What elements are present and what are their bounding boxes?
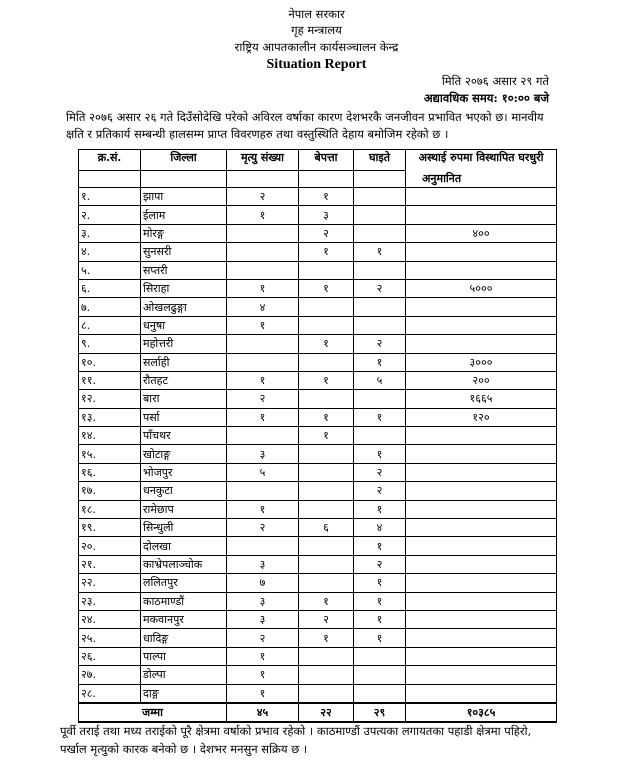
sn-cell: २२. — [79, 574, 141, 592]
injured-cell: १ — [354, 610, 406, 628]
table-row — [79, 279, 557, 297]
injured-cell: १ — [354, 537, 406, 555]
displaced-cell — [406, 427, 557, 445]
dead-cell: ३ — [227, 445, 299, 463]
total-missing: २२ — [299, 703, 354, 722]
table-row — [79, 261, 557, 279]
district-cell: काठमाण्डौं — [141, 592, 227, 610]
district-cell: रौतहट — [141, 371, 227, 389]
sn-cell: ६. — [79, 279, 141, 297]
dead-cell: २ — [227, 629, 299, 647]
total-dead: ४५ — [227, 703, 299, 722]
sn-cell: २३. — [79, 592, 141, 610]
injured-cell — [354, 647, 406, 665]
dead-cell — [227, 537, 299, 555]
injured-cell — [354, 206, 406, 224]
missing-cell: १ — [299, 243, 354, 261]
dead-cell: ५ — [227, 463, 299, 481]
district-cell: सिराहा — [141, 279, 227, 297]
table-row — [79, 482, 557, 500]
district-cell: डोल्पा — [141, 666, 227, 684]
dead-cell: १ — [227, 316, 299, 334]
injured-cell — [354, 261, 406, 279]
district-cell: सुनसरी — [141, 243, 227, 261]
missing-cell — [299, 463, 354, 481]
district-cell: पाँचथर — [141, 427, 227, 445]
displaced-cell — [406, 684, 557, 703]
district-cell: दाङ्ग — [141, 684, 227, 703]
district-cell: बारा — [141, 390, 227, 408]
district-cell: पाल्पा — [141, 647, 227, 665]
district-cell: धादिङ्ग — [141, 629, 227, 647]
injured-cell: १ — [354, 574, 406, 592]
dead-cell — [227, 224, 299, 242]
sn-cell: ४. — [79, 243, 141, 261]
district-cell: धनुषा — [141, 316, 227, 334]
dead-cell: १ — [227, 647, 299, 665]
dead-cell: २ — [227, 390, 299, 408]
displaced-cell: ३००० — [406, 353, 557, 371]
missing-cell: १ — [299, 279, 354, 297]
injured-cell: १ — [354, 243, 406, 261]
col-sn-header: क्र.सं. — [79, 150, 141, 171]
col-displaced-header: अस्थाई रुपमा विस्थापित घरधुरी — [406, 150, 557, 171]
displaced-cell: ५००० — [406, 279, 557, 297]
table-row — [79, 353, 557, 371]
injured-cell: १ — [354, 408, 406, 426]
table-row — [79, 316, 557, 334]
injured-cell: १ — [354, 629, 406, 647]
dead-cell — [227, 427, 299, 445]
sn-cell: २६. — [79, 647, 141, 665]
displaced-cell — [406, 500, 557, 518]
injured-cell: २ — [354, 463, 406, 481]
sn-cell: १. — [79, 188, 141, 206]
table-row — [79, 574, 557, 592]
sn-cell: १३. — [79, 408, 141, 426]
table-row — [79, 519, 557, 537]
injured-cell — [354, 224, 406, 242]
missing-cell: १ — [299, 629, 354, 647]
displaced-cell — [406, 629, 557, 647]
table-row — [79, 537, 557, 555]
sn-cell: १४. — [79, 427, 141, 445]
table-row — [79, 647, 557, 665]
injured-cell — [354, 298, 406, 316]
missing-cell — [299, 537, 354, 555]
injured-cell: २ — [354, 279, 406, 297]
district-cell: ईलाम — [141, 206, 227, 224]
injured-cell — [354, 684, 406, 703]
center-name: राष्ट्रिय आपतकालीन कार्यसञ्चालन केन्द्र — [234, 40, 399, 54]
table-row — [79, 408, 557, 426]
sn-cell: ७. — [79, 298, 141, 316]
table-header — [79, 150, 557, 171]
col-district-header: जिल्ला — [141, 150, 227, 171]
injured-cell: १ — [354, 500, 406, 518]
dead-cell: २ — [227, 188, 299, 206]
injured-cell — [354, 427, 406, 445]
district-cell: काभ्रेपलाञ्चोक — [141, 555, 227, 573]
injured-cell — [354, 188, 406, 206]
table-row — [79, 592, 557, 610]
displaced-cell — [406, 574, 557, 592]
displaced-cell — [406, 647, 557, 665]
sn-cell: १८. — [79, 500, 141, 518]
table-row — [79, 224, 557, 242]
dead-cell — [227, 482, 299, 500]
sn-cell: १२. — [79, 390, 141, 408]
report-date: मिति २०७६ असार २९ गते — [441, 74, 549, 88]
total-row — [79, 703, 557, 722]
injured-cell — [354, 390, 406, 408]
table-row — [79, 371, 557, 389]
missing-cell — [299, 261, 354, 279]
dead-cell: १ — [227, 666, 299, 684]
district-cell: दोलखा — [141, 537, 227, 555]
dead-cell — [227, 353, 299, 371]
missing-cell — [299, 500, 354, 518]
displaced-cell: ४०० — [406, 224, 557, 242]
displaced-cell — [406, 445, 557, 463]
intro-paragraph: मिति २०७६ असार २६ गते दिउँसोदेखि परेको अविरल वर्षाका कारण देशभरकै जनजीवन प्रभावित भएको छ। मानवीय क्षति र प्रतिकार्य सम्बन्धी हालसम्म प्राप्त विवरणहरु तथा वस्तुस्थिति देहाय बमोजिम रहेको छ । — [66, 110, 544, 141]
missing-cell — [299, 574, 354, 592]
district-cell: भोजपुर — [141, 463, 227, 481]
dead-cell — [227, 335, 299, 353]
table-row — [79, 610, 557, 628]
table-row — [79, 390, 557, 408]
sn-cell: १५. — [79, 445, 141, 463]
displaced-cell — [406, 335, 557, 353]
sn-cell: ९. — [79, 335, 141, 353]
situation-table — [78, 149, 557, 723]
update-time: अद्यावधिक समय: १०:०० बजे — [423, 91, 549, 105]
missing-cell: १ — [299, 188, 354, 206]
total-injured: २९ — [354, 703, 406, 722]
displaced-cell — [406, 261, 557, 279]
injured-cell: १ — [354, 353, 406, 371]
sn-cell: १७. — [79, 482, 141, 500]
missing-cell — [299, 390, 354, 408]
table-row — [79, 188, 557, 206]
table-row — [79, 335, 557, 353]
dead-cell: १ — [227, 408, 299, 426]
injured-cell: २ — [354, 335, 406, 353]
district-cell: पर्सा — [141, 408, 227, 426]
table-row — [79, 629, 557, 647]
sn-cell: ११. — [79, 371, 141, 389]
sn-cell: ३. — [79, 224, 141, 242]
missing-cell: १ — [299, 408, 354, 426]
table-row — [79, 463, 557, 481]
sn-cell: १०. — [79, 353, 141, 371]
col-injured-header: घाइते — [354, 150, 406, 171]
missing-cell — [299, 555, 354, 573]
injured-cell: २ — [354, 482, 406, 500]
sn-cell: २०. — [79, 537, 141, 555]
sn-cell: २४. — [79, 610, 141, 628]
missing-cell: १ — [299, 427, 354, 445]
sn-cell: २१. — [79, 555, 141, 573]
missing-cell — [299, 298, 354, 316]
missing-cell: ३ — [299, 206, 354, 224]
district-cell: महोत्तरी — [141, 335, 227, 353]
dead-cell — [227, 261, 299, 279]
displaced-cell — [406, 537, 557, 555]
dead-cell: ४ — [227, 298, 299, 316]
table-row — [79, 206, 557, 224]
dead-cell: ७ — [227, 574, 299, 592]
displaced-cell — [406, 610, 557, 628]
district-cell: सप्तरी — [141, 261, 227, 279]
district-cell: रामेछाप — [141, 500, 227, 518]
dead-cell: १ — [227, 371, 299, 389]
dead-cell: १ — [227, 206, 299, 224]
table-row — [79, 500, 557, 518]
dead-cell: ३ — [227, 592, 299, 610]
sn-cell: २. — [79, 206, 141, 224]
table-row — [79, 684, 557, 703]
displaced-cell — [406, 519, 557, 537]
missing-cell — [299, 482, 354, 500]
report-title: Situation Report — [266, 57, 367, 72]
dead-cell: ३ — [227, 555, 299, 573]
footer-note: पूर्वी तराई तथा मध्य तराईको पूरै क्षेत्रमा वर्षाको प्रभाव रहेको । काठमाण्डौं उपत्यका लगायतका पहाडी क्षेत्रमा पहिरो, पर्खाल मृत्युको कारक बनेको छ । देशभर मनसुन सक्रिय छ । — [60, 724, 532, 756]
gov-name: नेपाल सरकार — [288, 7, 345, 21]
district-cell: ओखलढुङ्गा — [141, 298, 227, 316]
displaced-cell — [406, 666, 557, 684]
injured-cell — [354, 666, 406, 684]
table-row — [79, 427, 557, 445]
missing-cell: ६ — [299, 519, 354, 537]
displaced-cell — [406, 482, 557, 500]
dead-cell — [227, 243, 299, 261]
injured-cell: ५ — [354, 371, 406, 389]
displaced-cell — [406, 555, 557, 573]
dead-cell: २ — [227, 519, 299, 537]
dead-cell: १ — [227, 500, 299, 518]
dead-cell: १ — [227, 279, 299, 297]
missing-cell: १ — [299, 371, 354, 389]
displaced-cell: २०० — [406, 371, 557, 389]
sn-cell: ८. — [79, 316, 141, 334]
missing-cell: २ — [299, 610, 354, 628]
sn-cell: १९. — [79, 519, 141, 537]
injured-cell: १ — [354, 592, 406, 610]
district-cell: ललितपुर — [141, 574, 227, 592]
table-row — [79, 445, 557, 463]
col-missing-header: बेपत्ता — [299, 150, 354, 171]
col-dead-header: मृत्यु संख्या — [227, 150, 299, 171]
displaced-cell — [406, 463, 557, 481]
total-displaced: १०३८५ — [406, 703, 557, 722]
table-body — [79, 171, 557, 703]
table-subheader — [79, 171, 557, 188]
col-displaced-subheader: अनुमानित — [406, 171, 557, 188]
sn-cell: ५. — [79, 261, 141, 279]
district-cell: सिन्धुली — [141, 519, 227, 537]
missing-cell — [299, 445, 354, 463]
displaced-cell: १६६५ — [406, 390, 557, 408]
missing-cell — [299, 316, 354, 334]
displaced-cell: १२० — [406, 408, 557, 426]
district-cell: मकवानपुर — [141, 610, 227, 628]
injured-cell: ४ — [354, 519, 406, 537]
dead-cell: ३ — [227, 610, 299, 628]
district-cell: खोटाङ्ग — [141, 445, 227, 463]
missing-cell: २ — [299, 224, 354, 242]
displaced-cell — [406, 316, 557, 334]
injured-cell — [354, 316, 406, 334]
missing-cell: १ — [299, 335, 354, 353]
displaced-cell — [406, 188, 557, 206]
missing-cell — [299, 684, 354, 703]
missing-cell — [299, 666, 354, 684]
district-cell: झापा — [141, 188, 227, 206]
district-cell: मोरङ्ग — [141, 224, 227, 242]
displaced-cell — [406, 592, 557, 610]
table-row — [79, 298, 557, 316]
sn-cell: २८. — [79, 684, 141, 703]
sn-cell: २७. — [79, 666, 141, 684]
dead-cell: १ — [227, 684, 299, 703]
sn-cell: १६. — [79, 463, 141, 481]
table-row — [79, 666, 557, 684]
table-row — [79, 243, 557, 261]
total-label: जम्मा — [79, 703, 227, 722]
district-cell: धनकुटा — [141, 482, 227, 500]
displaced-cell — [406, 206, 557, 224]
displaced-cell — [406, 243, 557, 261]
table-row — [79, 555, 557, 573]
sn-cell: २५. — [79, 629, 141, 647]
injured-cell: १ — [354, 445, 406, 463]
missing-cell — [299, 353, 354, 371]
missing-cell: १ — [299, 592, 354, 610]
injured-cell: २ — [354, 555, 406, 573]
displaced-cell — [406, 298, 557, 316]
district-cell: सर्लाही — [141, 353, 227, 371]
ministry-name: गृह मन्त्रालय — [291, 23, 342, 37]
missing-cell — [299, 647, 354, 665]
